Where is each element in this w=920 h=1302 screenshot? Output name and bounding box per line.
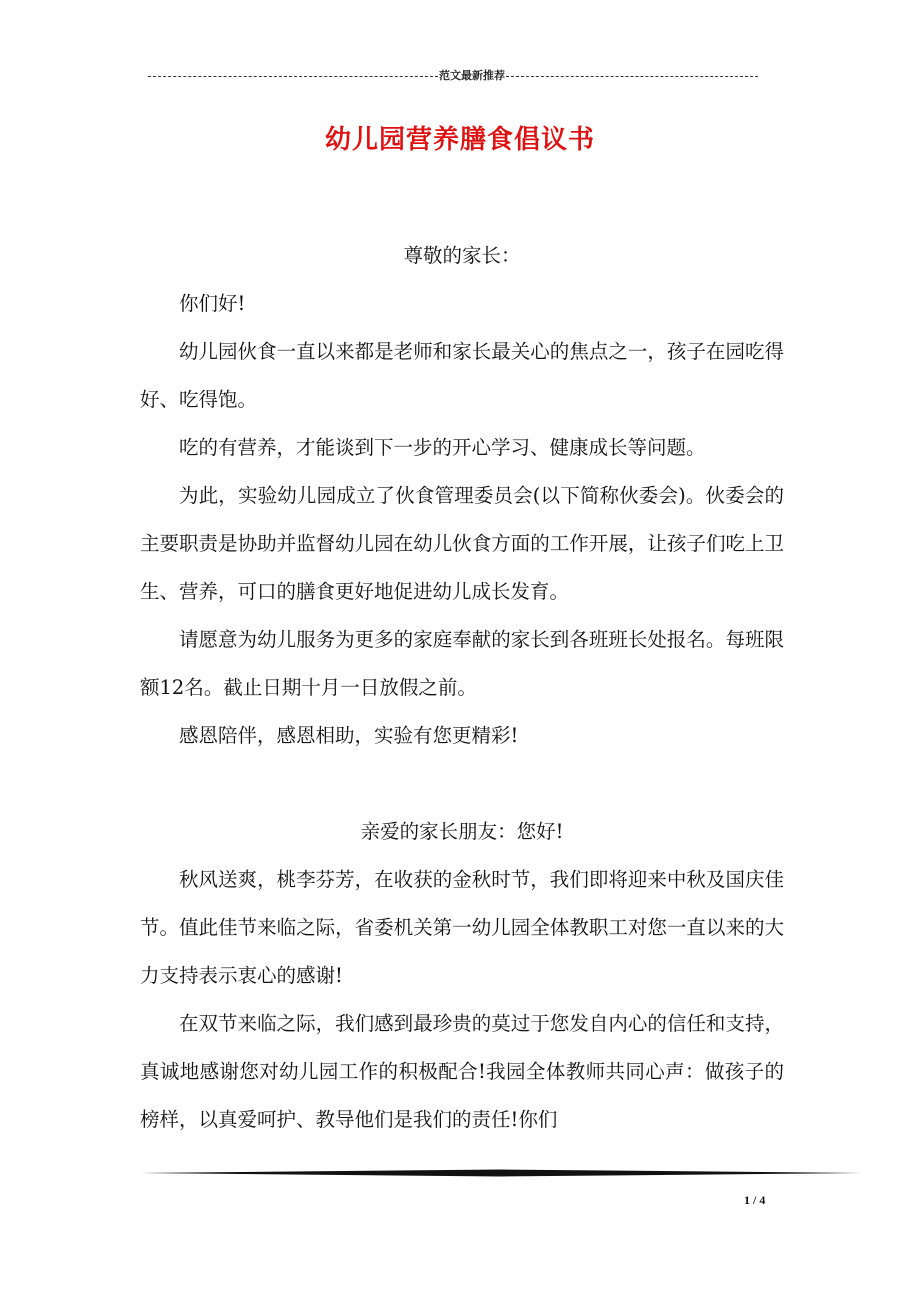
paragraph: 在双节来临之际，我们感到最珍贵的莫过于您发自内心的信任和支持，真诚地感谢您对幼儿园工作的积极配合!我园全体教师共同心声：做孩子的榜样，以真爱呵护、教导他们是我们的责任!你们 bbox=[140, 1012, 784, 1131]
greeting: 你们好! bbox=[179, 292, 246, 315]
paragraph: 吃的有营养，才能谈到下一步的开心学习、健康成长等问题。 bbox=[179, 436, 706, 459]
header-dash-left bbox=[148, 76, 438, 77]
section-gap bbox=[140, 760, 784, 808]
document-title: 幼儿园营养膳食倡议书 bbox=[324, 125, 595, 155]
page-number bbox=[744, 1192, 765, 1208]
paragraph: 请愿意为幼儿服务为更多的家庭奉献的家长到各班班长处报名。每班限额12名。截止日期十月一日放假之前。 bbox=[140, 628, 784, 699]
page-header bbox=[140, 68, 766, 84]
paragraph: 为此，实验幼儿园成立了伙食管理委员会(以下简称伙委会)。伙委会的主要职责是协助并监督幼儿园在幼儿伙食方面的工作开展，让孩子们吃上卫生、营养，可口的膳食更好地促进幼儿成长发育。 bbox=[140, 484, 784, 603]
page-current: 1 bbox=[744, 1193, 750, 1207]
document-body bbox=[140, 232, 784, 1144]
header-dash-right bbox=[506, 76, 758, 77]
page-total: 4 bbox=[759, 1193, 766, 1207]
salutation-2: 亲爱的家长朋友：您好! bbox=[360, 820, 564, 843]
footer-rule bbox=[140, 1169, 862, 1177]
header-label: 范文最新推荐 bbox=[439, 70, 505, 83]
page-separator: / bbox=[750, 1193, 760, 1207]
salutation-1: 尊敬的家长： bbox=[403, 244, 521, 267]
paragraph: 幼儿园伙食一直以来都是老师和家长最关心的焦点之一，孩子在园吃得好、吃得饱。 bbox=[140, 340, 784, 411]
paragraph: 秋风送爽，桃李芬芳，在收获的金秋时节，我们即将迎来中秋及国庆佳节。值此佳节来临之际，省委机关第一幼儿园全体教职工对您一直以来的大力支持表示衷心的感谢! bbox=[140, 868, 784, 987]
paragraph: 感恩陪伴，感恩相助，实验有您更精彩! bbox=[179, 724, 519, 747]
